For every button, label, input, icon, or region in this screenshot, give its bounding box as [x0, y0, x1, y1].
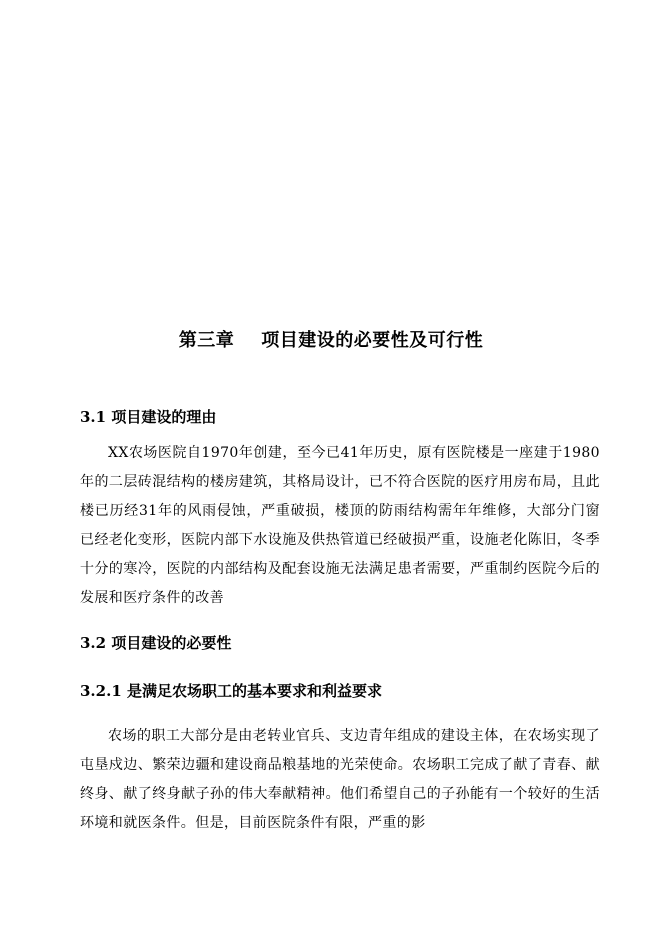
section-heading-3-2-1: 3.2.1 是满足农场职工的基本要求和利益要求	[80, 682, 382, 700]
section-heading-3-1: 3.1 项目建设的理由	[80, 408, 217, 426]
section-heading-3-2: 3.2 项目建设的必要性	[80, 634, 232, 652]
section-3-2-1-paragraph: 农场的职工大部分是由老转业官兵、支边青年组成的建设主体，在农场实现了屯垦戍边、繁荣边疆和建设商品粮基地的光荣使命。农场职工完成了献了青春、献终身、献了终身献子孙的伟大奉献精神。他们希望自己的子孙能有一个较好的生活环境和就医条件。但是，目前医院条件有限，严重的影	[80, 728, 600, 831]
chapter-title: 第三章 项目建设的必要性及可行性	[178, 330, 484, 351]
section-3-1-paragraph: XX农场医院自1970年创建，至今已41年历史，原有医院楼是一座建于1980年的二层砖混结构的楼房建筑，其格局设计，已不符合医院的医疗用房布局，且此楼已历经31年的风雨侵蚀，严重破损，楼顶的防雨结构需年年维修，大部分门窗已经老化变形，医院内部下水设施及供热管道已经破损严重，设施老化陈旧，冬季十分的寒冷，医院的内部结构及配套设施无法满足患者需要，严重制约医院今后的发展和医疗条件的改善	[80, 445, 600, 606]
